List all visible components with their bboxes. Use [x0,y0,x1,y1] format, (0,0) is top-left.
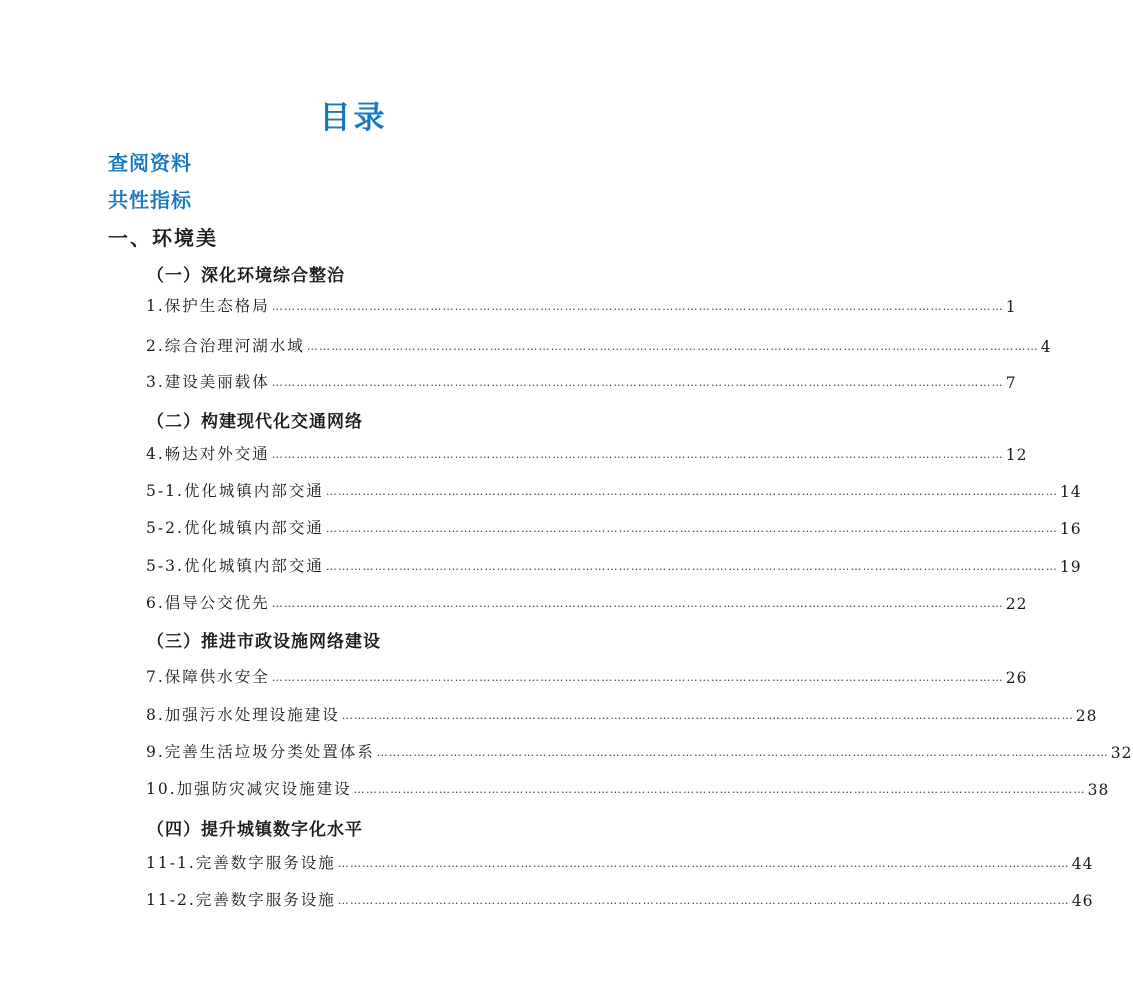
toc-entry[interactable] [146,334,1052,356]
toc-entry-title: 2.综合治理河湖水域 [146,337,305,355]
toc-entry-title: 11-1.完善数字服务设施 [146,854,336,872]
toc-leader-dots: ……………………………………………………………………………………………………………………………………………………………… [325,560,1058,573]
toc-title: 目录 [319,100,388,136]
toc-entry[interactable] [146,516,1082,538]
toc-leader-dots: ……………………………………………………………………………………………………………………………………………………………… [306,340,1039,353]
toc-leader-dots: ……………………………………………………………………………………………………………………………………………………………… [325,485,1058,498]
toc-leader-dots: ……………………………………………………………………………………………………………………………………………………………… [325,522,1058,535]
toc-entry-page: 38 [1087,781,1110,799]
toc-section-3: （三）推进市政设施网络建设 [147,632,381,652]
toc-entry[interactable] [146,851,1094,873]
toc-entry[interactable] [146,665,1028,687]
toc-entry-page: 22 [1005,595,1028,613]
toc-entry-title: 5-2.优化城镇内部交通 [146,519,324,537]
toc-entry-page: 14 [1059,483,1082,501]
toc-entry[interactable] [146,591,1028,613]
toc-part-environment: 一、环境美 [108,226,218,250]
toc-entry-title: 3.建设美丽载体 [146,373,270,391]
toc-entry-page: 7 [1005,374,1017,392]
toc-entry-title: 11-2.完善数字服务设施 [146,891,336,909]
toc-leader-dots: ……………………………………………………………………………………………………………………………………………………………… [271,300,1004,313]
toc-section-2: （二）构建现代化交通网络 [147,412,363,432]
toc-entry-page: 28 [1075,707,1098,725]
toc-entry[interactable] [146,442,1028,464]
toc-entry-title: 4.畅达对外交通 [146,445,270,463]
toc-entry-page: 32 [1110,744,1133,762]
toc-entry-page: 4 [1040,338,1052,356]
toc-entry[interactable] [146,554,1082,576]
toc-entry-title: 10.加强防灾减灾设施建设 [146,780,352,798]
toc-leader-dots: ……………………………………………………………………………………………………………………………………………………………… [271,597,1004,610]
toc-leader-dots: ……………………………………………………………………………………………………………………………………………………………… [337,894,1070,907]
toc-entry[interactable] [146,888,1094,910]
toc-entry[interactable] [146,777,1110,799]
toc-entry-title: 9.完善生活垃圾分类处置体系 [146,743,375,761]
toc-entry-page: 46 [1071,892,1094,910]
toc-entry[interactable] [146,370,1017,392]
toc-entry[interactable] [146,703,1098,725]
toc-entry-title: 7.保障供水安全 [146,668,270,686]
toc-leader-dots: ……………………………………………………………………………………………………………………………………………………………… [341,709,1074,722]
toc-entry-page: 16 [1059,520,1082,538]
toc-entry-page: 26 [1005,669,1028,687]
toc-entry[interactable] [146,294,1017,316]
toc-entry-page: 1 [1005,298,1017,316]
toc-entry-title: 5-1.优化城镇内部交通 [146,482,324,500]
toc-entry-title: 1.保护生态格局 [146,297,270,315]
toc-leader-dots: ……………………………………………………………………………………………………………………………………………………………… [376,746,1109,759]
toc-entry-title: 5-3.优化城镇内部交通 [146,557,324,575]
toc-leader-dots: ……………………………………………………………………………………………………………………………………………………………… [353,783,1086,796]
toc-entry-page: 12 [1005,446,1028,464]
toc-entry-title: 8.加强污水处理设施建设 [146,706,340,724]
toc-section-4: （四）提升城镇数字化水平 [147,820,363,840]
toc-entry[interactable] [146,740,1133,762]
toc-entry[interactable] [146,479,1082,501]
toc-heading-common-indicators[interactable]: 共性指标 [108,188,192,212]
toc-leader-dots: ……………………………………………………………………………………………………………………………………………………………… [271,376,1004,389]
toc-entry-title: 6.倡导公交优先 [146,594,270,612]
toc-entry-page: 44 [1071,855,1094,873]
toc-section-1: （一）深化环境综合整治 [147,266,345,286]
toc-heading-reference[interactable]: 查阅资料 [108,151,192,175]
toc-leader-dots: ……………………………………………………………………………………………………………………………………………………………… [271,448,1004,461]
toc-entry-page: 19 [1059,558,1082,576]
toc-leader-dots: ……………………………………………………………………………………………………………………………………………………………… [271,671,1004,684]
toc-leader-dots: ……………………………………………………………………………………………………………………………………………………………… [337,857,1070,870]
